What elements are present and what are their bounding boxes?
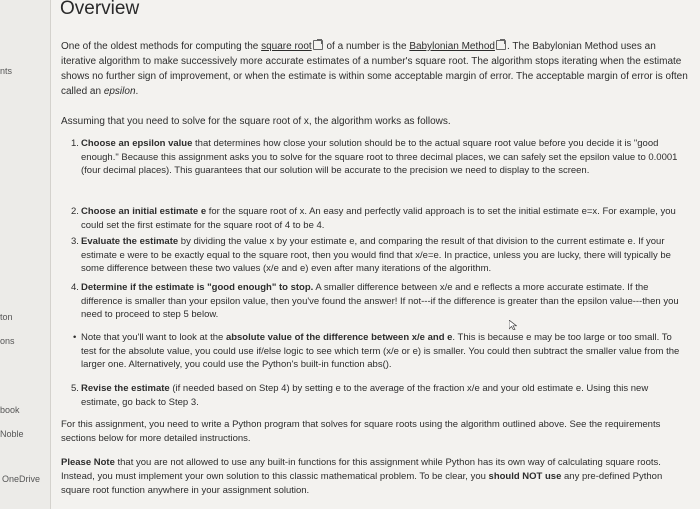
mouse-pointer-icon <box>509 320 517 330</box>
step-text: by dividing the value x by your estimate e, and comparing the result of that division to the current estimate e. If your estimate e were to be exactly equal to the square root, then you would find that x/e=e. In practice, unless you are lucky, there will typically be some difference between these two values (x/e and e) even after many iterations of the algorithm. <box>81 236 671 274</box>
sidebar-item-2[interactable]: ton <box>0 312 13 322</box>
external-link-icon[interactable] <box>313 40 323 50</box>
note-text-1: Note that you'll want to look at the <box>81 332 226 343</box>
bullet-icon: • <box>73 332 77 343</box>
main-content <box>51 0 700 509</box>
sidebar-item-4[interactable]: book <box>0 405 20 415</box>
assumption-text: Assuming that you need to solve for the square root of x, the algorithm works as follows. <box>61 116 451 127</box>
intro-paragraph <box>61 39 689 99</box>
step-number: 2. <box>71 206 79 217</box>
intro-text-4: . <box>135 86 139 97</box>
please-note-text <box>61 456 689 498</box>
step-4 <box>71 281 689 322</box>
external-link-icon[interactable] <box>496 40 506 50</box>
please-note-heading: Please Note <box>61 457 115 468</box>
step-number: 1. <box>71 138 79 149</box>
step-number: 3. <box>71 236 79 247</box>
square-root-link[interactable]: square root <box>261 41 312 52</box>
note-text-2: . This is because e may be too large or too small. To test for the absolute value, you could use if/else logic to see which term (x/e or e) is smaller. You could then subtract the smaller value from the larger one. Alternatively, you could use the Python's built-in function abs(). <box>81 332 680 370</box>
intro-text-1: One of the oldest methods for computing the <box>61 41 262 52</box>
step-number: 4. <box>71 282 79 293</box>
sidebar-item-3[interactable]: ons <box>0 336 15 346</box>
note-emphasis: absolute value of the difference between x/e and e <box>225 332 453 343</box>
step-heading: Choose an epsilon value <box>81 138 193 149</box>
sidebar-item-6[interactable]: OneDrive <box>2 474 41 484</box>
step-text: for the square root of x. An easy and perfectly valid approach is to set the initial estimate e=x. For example, you could set the first estimate for the square root of 4 to be 4. <box>81 206 676 231</box>
step-text: (if needed based on Step 4) by setting e to the average of the fraction x/e and your old estimate e. Using this new estimate, go back to Step 3. <box>81 383 649 408</box>
step-heading: Determine if the estimate is "good enough" to stop. <box>81 282 314 293</box>
assignment-text: For this assignment, you need to write a Python program that solves for square roots using the algorithm outlined above. See the requirements sections below for more detailed instructions. <box>61 419 661 444</box>
intro-text-2: of a number is the <box>323 41 410 52</box>
step-3 <box>71 235 689 276</box>
babylonian-method-link[interactable]: Babylonian Method <box>409 41 495 52</box>
step-1 <box>71 137 689 178</box>
note-bullet <box>71 331 689 372</box>
step-heading: Revise the estimate <box>81 383 170 394</box>
sidebar-item-1[interactable]: nts <box>0 66 13 76</box>
step-heading: Choose an initial estimate e <box>81 206 207 217</box>
sidebar-item-5[interactable]: Noble <box>0 429 24 439</box>
please-note-emphasis: should NOT use <box>488 471 562 482</box>
page-title: Overview <box>60 0 140 19</box>
step-number: 5. <box>71 383 79 394</box>
step-2 <box>71 205 689 232</box>
step-5 <box>71 382 689 409</box>
sidebar <box>0 0 51 509</box>
epsilon-term: epsilon <box>103 86 136 97</box>
step-heading: Evaluate the estimate <box>81 236 179 247</box>
step-text: that determines how close your solution should be to the actual square root value before you decide it is "good enough." Because this assignment asks you to solve for the square root to three decimal places, we can safely set the epsilon value to 0.0001 (four decimal places). This guarantees that our solution will be accurate to the precision we need to display to the screen. <box>81 138 678 176</box>
step-text: A smaller difference between x/e and e reflects a more accurate estimate. If the difference is smaller than your epsilon value, then you've found the answer! If not---if the difference is greater than the epsilon value---then you need to proceed to step 5 below. <box>81 282 679 320</box>
please-note-text-2: any pre-defined Python square root function anywhere in your assignment solution. <box>61 471 663 496</box>
please-note-text-1: that you are not allowed to use any built-in functions for this assignment while Python has its own way of calculating square roots. Instead, you must implement your own solution to this classic mathematical problem. To be clear, you <box>61 457 661 482</box>
intro-text-3: . The Babylonian Method uses an iterative algorithm to make successively more accurate estimates of a number's square root. The algorithm stops iterating when the estimate shows no further sign of improvement, or when the estimate is within some acceptable margin of error. The acceptable margin of error is often called an <box>61 41 688 97</box>
